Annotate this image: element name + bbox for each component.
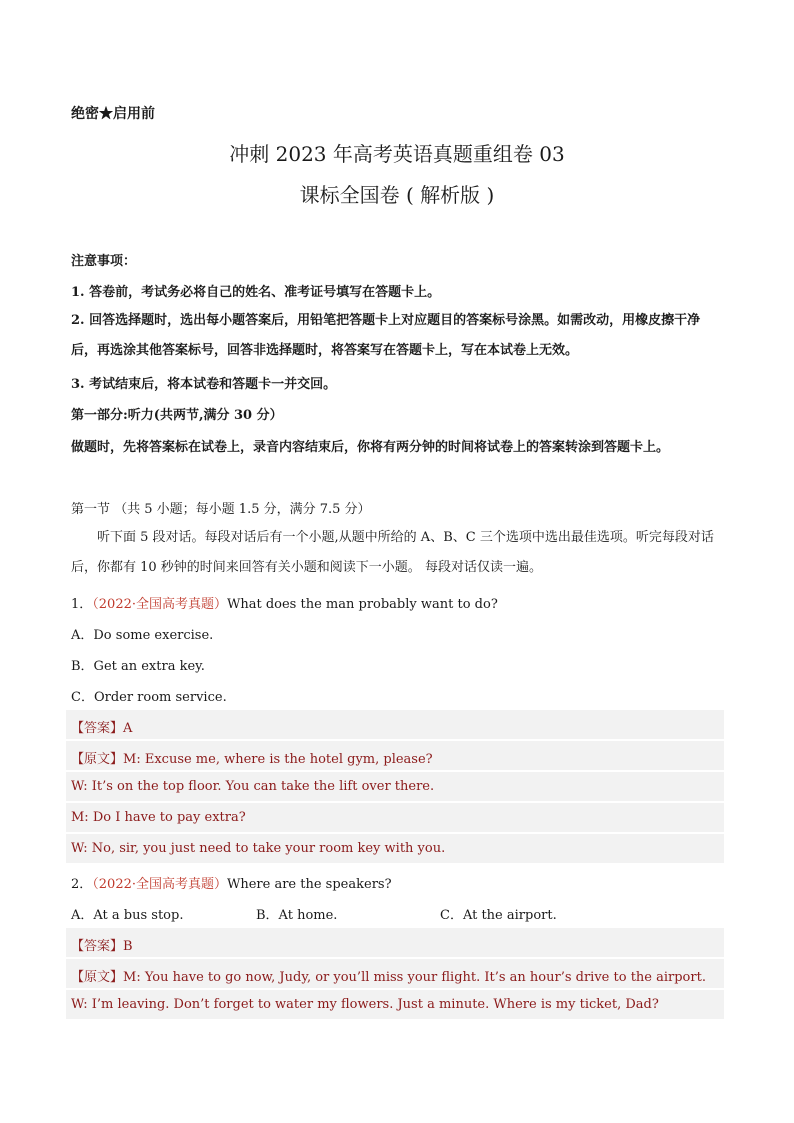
answer-block [66,928,724,959]
notice-item-2: 2. 回答选择题时，选出每小题答案后，用铅笔把答题卡上对应题目的答案标号涂黑。如需改动，用橡皮擦干净后，再选涂其他答案标号，回答非选择题时，将答案写在答题卡上，写在本试卷上无效。 [71,313,701,358]
notice-item-1: 1. 答卷前，考试务必将自己的姓名、准考证号填写在答题卡上。 [71,285,441,300]
q2-answer [71,935,133,954]
section1-instruction: 听下面 5 段对话。每段对话后有一个小题,从题中所给的 A、B、C 三个选项中选出最佳选项。听完每段对话后，你都有 10 秒钟的时间来回答有关小题和阅读下一小题。 每段对话仅读一遍。 [71,530,714,575]
q1-option-a: A．Do some exercise. [71,628,214,643]
section1-heading: 第一节 （共 5 小题；每小题 1.5 分，满分 7.5 分） [71,502,371,517]
answer-label: 【答案】 [71,721,124,736]
q2-transcript-line: W: I’m leaving. Don’t forget to water my flowers. Just a minute. Where is my ticket, Dad? [71,997,659,1012]
notice-item-3: 3. 考试结束后，将本试卷和答题卡一并交回。 [71,377,337,392]
confidential-label: 绝密★启用前 [71,106,155,122]
q2-option-c: C．At the airport. [440,908,557,923]
question-source: （2022·全国高考真题） [92,597,227,612]
q2-option-b: B．At home. [256,908,338,923]
answer-label: 【答案】 [71,939,124,954]
question-number: 1． [71,597,93,612]
transcript-text: M: Excuse me, where is the hotel gym, please? [123,752,433,767]
q1-transcript-line: W: No, sir, you just need to take your room key with you. [71,841,446,856]
q2-transcript-line [71,966,706,985]
page-subtitle: 课标全国卷 ( 解析版 ) [299,183,495,207]
q2-option-a: A．At a bus stop. [71,908,184,923]
answer-value: A [123,721,133,736]
page-title: 冲刺 2023 年高考英语真题重组卷 03 [229,142,565,166]
part1-heading: 第一部分:听力(共两节,满分 30 分） [71,408,283,423]
answer-value: B [123,939,133,954]
transcript-label: 【原文】 [71,970,124,985]
notice-heading: 注意事项： [71,254,137,269]
q1-option-b: B．Get an extra key. [71,659,205,674]
q1-answer [71,717,132,736]
question-number: 2． [71,877,93,892]
question-1 [71,593,498,612]
transcript-text: M: You have to go now, Judy, or you’ll miss your flight. It’s an hour’s drive to the airport. [123,970,706,985]
question-text: What does the man probably want to do? [227,597,498,612]
transcript-label: 【原文】 [71,752,124,767]
q1-option-c: C．Order room service. [71,690,227,705]
q1-transcript-line: M: Do I have to pay extra? [71,810,246,825]
answer-block [66,710,724,741]
question-text: Where are the speakers? [227,877,392,892]
q1-transcript-line: W: It’s on the top floor. You can take the lift over there. [71,779,435,794]
question-2 [71,873,392,892]
question-source: （2022·全国高考真题） [92,877,227,892]
part1-instruction: 做题时，先将答案标在试卷上，录音内容结束后，你将有两分钟的时间将试卷上的答案转涂到答题卡上。 [71,440,670,455]
q1-transcript-line [71,748,433,767]
